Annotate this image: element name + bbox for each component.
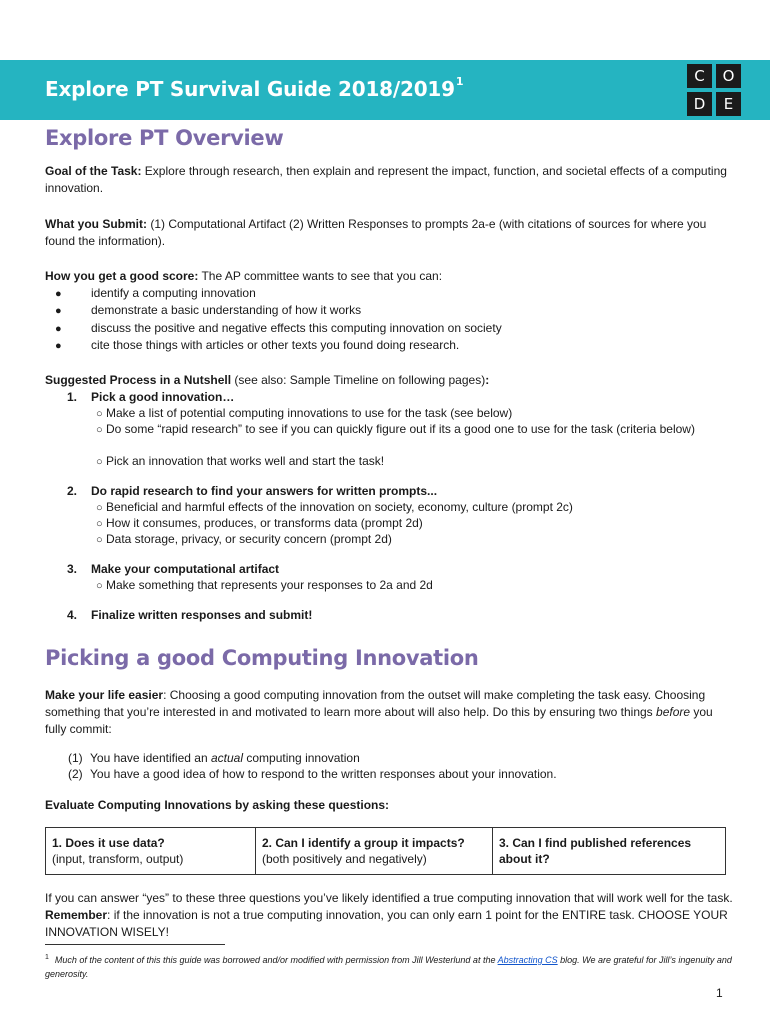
step-2-title: 2. Do rapid research to find your answers for written prompts... xyxy=(67,484,438,498)
logo-letter-o: O xyxy=(716,64,741,88)
document-title: Explore PT Survival Guide 2018/2019$^1$ xyxy=(45,75,464,101)
score-bullet: ● identify a computing innovation xyxy=(55,286,256,300)
step-3-title: 3. Make your computational artifact xyxy=(67,562,280,576)
criteria-item-2: (2) You have a good idea of how to respond to the written responses about your innovation. xyxy=(68,767,557,781)
footnote: $^1$ Much of the content of this this guide was borrowed and/or modified with permission from Jill Westerlund at the Abstracting CS blog. We are grateful for Jill’s ingenuity and generosity. xyxy=(45,954,732,979)
logo-letter-e: E xyxy=(716,92,741,116)
logo-letter-c: C xyxy=(687,64,712,88)
process-paragraph: Suggested Process in a Nutshell (see also: Sample Timeline on following pages): xyxy=(45,373,490,387)
table-cell: 2. Can I identify a group it impacts? (both positively and negatively) xyxy=(256,828,493,875)
abstracting-cs-link[interactable]: Abstracting CS xyxy=(497,955,558,965)
score-paragraph: How you get a good score: The AP committee wants to see that you can: xyxy=(45,269,443,283)
step-substep: ○ Pick an innovation that works well and start the task! xyxy=(96,454,385,468)
table-cell: 3. Can I find published references about it? xyxy=(493,828,726,875)
score-bullet: ● demonstrate a basic understanding of how it works xyxy=(55,303,362,317)
footnote-divider xyxy=(45,944,225,945)
header-banner xyxy=(0,60,770,120)
closing-paragraph: If you can answer “yes” to these three questions you’ve likely identified a true computing innovation that will work well for the task. Remember: if the innovation is not a true computing innovation, you can only earn 1 point for the ENTIRE task. CHOOSE YOUR INNOVATION WISELY! xyxy=(45,891,733,939)
step-4-title: 4. Finalize written responses and submit! xyxy=(67,608,313,622)
evaluation-table xyxy=(45,827,726,875)
code-logo xyxy=(687,64,741,116)
evaluate-label: Evaluate Computing Innovations by asking these questions: xyxy=(45,798,390,812)
step-substep: ○ Beneficial and harmful effects of the innovation on society, economy, culture (prompt 2c) xyxy=(96,500,573,514)
score-bullet: ● discuss the positive and negative effects this computing innovation on society xyxy=(55,321,502,335)
picking-heading: Picking a good Computing Innovation xyxy=(45,646,479,670)
easier-paragraph: Make your life easier: Choosing a good computing innovation from the outset will make completing the task easy. Choosing something that you’re interested in and motivated to learn more about will also help. Do this by ensuring two things before you fully commit: xyxy=(45,688,713,736)
step-substep: ○ How it consumes, produces, or transforms data (prompt 2d) xyxy=(96,516,423,530)
table-row xyxy=(46,828,726,875)
goal-paragraph: Goal of the Task: Explore through research, then explain and represent the impact, function, and societal effects of a computing innovation. xyxy=(45,164,727,195)
submit-paragraph: What you Submit: (1) Computational Artifact (2) Written Responses to prompts 2a-e (with citations of sources for where you found the information). xyxy=(45,217,707,248)
overview-heading: Explore PT Overview xyxy=(45,126,284,150)
page-number: 1 xyxy=(716,986,723,1000)
step-substep: ○ Make something that represents your responses to 2a and 2d xyxy=(96,578,433,592)
logo-letter-d: D xyxy=(687,92,712,116)
step-substep: ○ Make a list of potential computing innovations to use for the task (see below) xyxy=(96,406,513,420)
step-1-title: 1. Pick a good innovation… xyxy=(67,390,235,404)
score-bullet: ● cite those things with articles or other texts you found doing research. xyxy=(55,338,460,352)
criteria-item-1: (1) You have identified an actual computing innovation xyxy=(68,751,360,765)
step-substep: ○ Do some “rapid research” to see if you can quickly figure out if its a good one to use for the task (criteria below) xyxy=(96,422,695,436)
table-cell: 1. Does it use data? (input, transform, output) xyxy=(46,828,256,875)
step-substep: ○ Data storage, privacy, or security concern (prompt 2d) xyxy=(96,532,392,546)
footnote-marker: 1 xyxy=(455,75,464,88)
